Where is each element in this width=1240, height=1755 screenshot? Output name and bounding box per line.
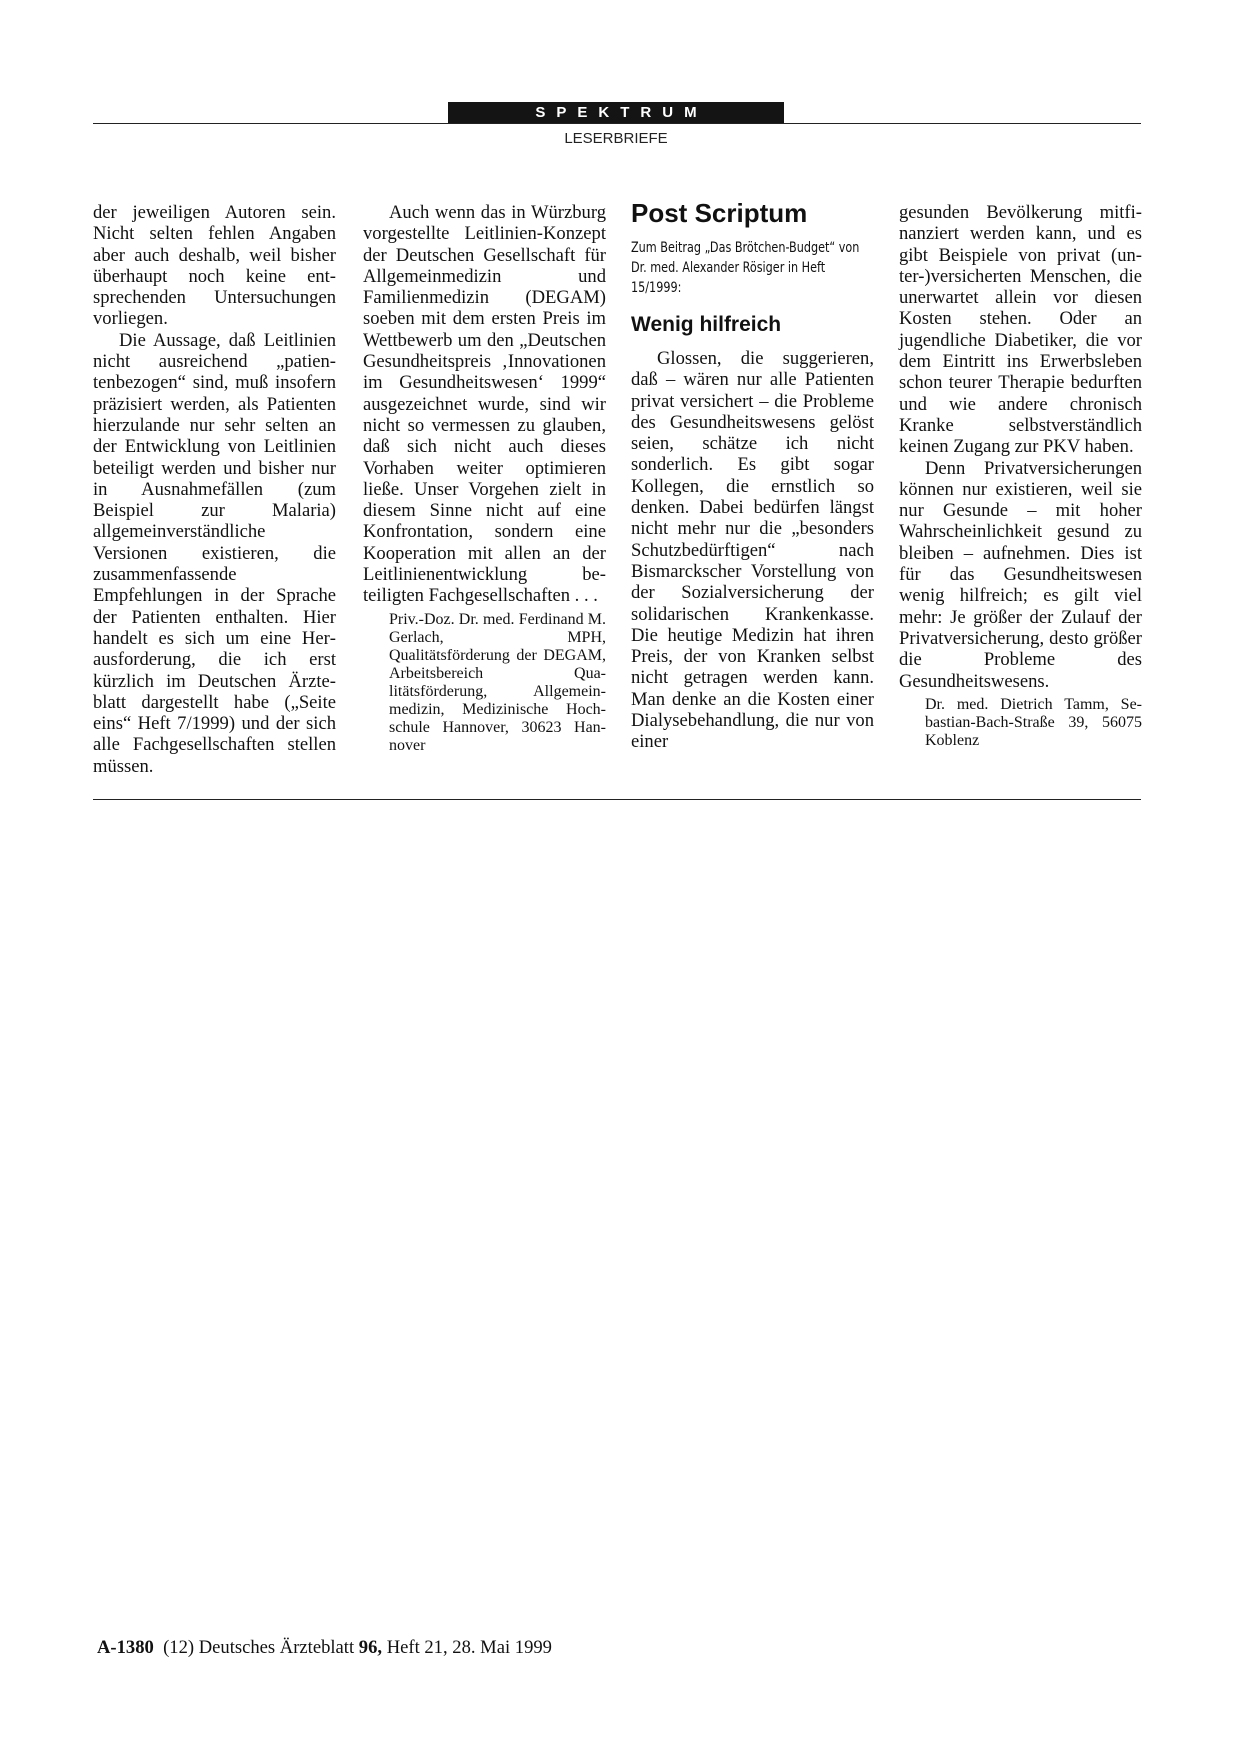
column-3 bbox=[631, 198, 874, 753]
letter-signature: Priv.-Doz. Dr. med. Ferdinand M. Gerlach, MPH, Qualitätsförderung der DEGAM, Arbeitsbereich Qualitätsförderung, Allgemeinmedizin, Medizinische Hochschule Hannover, 30623 Hannover bbox=[389, 610, 606, 754]
column-4 bbox=[899, 202, 1142, 750]
page-footer bbox=[97, 1637, 552, 1659]
paragraph: Glossen, die suggerieren, daß – wären nur alle Patienten privat versichert – die Probleme des Gesundheitswesens gelöst seien, schätze ich nicht sonderlich. Es gibt sogar Kollegen, die ernstlich so denken. Dabei bedürfen längst nicht mehr nur die „besonders Schutzbedürftigen“ nach Bismarckscher Vorstellung von der Sozialversicherung der solidarischen Krankenkasse. Die heutige Medizin hat ihren Preis, der von Kranken selbst nicht getragen werden kann. Man denke an die Kosten einer Dialysebehandlung, die nur von einer bbox=[631, 348, 874, 753]
page-number: A-1380 bbox=[97, 1637, 154, 1658]
paragraph: Denn Privatversicherungen können nur existieren, weil sie nur Gesunde – mit hoher Wahrscheinlichkeit gesund zu bleiben – aufnehmen. Dies ist für das Gesundheitswesen wenig hilfreich; es gilt viel mehr: Je größer der Zulauf der Privatversicherung, desto größer die Probleme des Gesundheitswesens. bbox=[899, 457, 1142, 692]
paragraph: gesunden Bevölkerung mitfinanziert werden kann, und es gibt Beispiele von privat (unter-)versicherten Menschen, die unerwartet allein vor diesen Kosten stehen. Oder an jugendliche Diabetiker, die vor dem Eintritt ins Erwerbsleben schon teurer Therapie bedurften und wie andere chronisch Kranke selbstverständlich keinen Zugang zur PKV haben. bbox=[899, 202, 1142, 458]
letter-signature: Dr. med. Dietrich Tamm, Sebastian-Bach-Straße 39, 56075 Koblenz bbox=[925, 695, 1142, 749]
issue-date: Heft 21, 28. Mai 1999 bbox=[386, 1637, 552, 1658]
column-1 bbox=[93, 202, 336, 777]
column-2 bbox=[363, 202, 606, 755]
paragraph: Auch wenn das in Würzburg vorgestellte Leitlinien-Konzept der Deutschen Gesellschaft für Allgemeinmedizin und Familienmedizin (DEGAM) soeben mit dem ersten Preis im Wettbewerb um den „Deutschen Gesundheitspreis ‚Innovationen im Gesundheitswesen‘ 1999“ ausgezeichnet wurde, sind wir nicht so vermessen zu glauben, daß sich nicht auch dieses Vorhaben weiter optimieren ließe. Unser Vorgehen zielt in diesem Sinne nicht auf eine Konfrontation, sondern eine Kooperation mit allen an der Leitlinienentwicklung beteiligten Fachgesellschaften . . . bbox=[363, 202, 606, 607]
paragraph: der jeweiligen Autoren sein. Nicht selten fehlen Angaben aber auch deshalb, weil bisher überhaupt noch keine entsprechenden Untersuchungen vorliegen. bbox=[93, 202, 336, 330]
article-intro: Zum Beitrag „Das Brötchen-Budget“ von Dr. med. Alexander Rösiger in Heft 15/1999: bbox=[631, 240, 860, 296]
section-banner: SPEKTRUM bbox=[448, 102, 784, 124]
journal-name: (12) Deutsches Ärzteblatt bbox=[163, 1637, 355, 1658]
bottom-rule bbox=[93, 799, 1141, 800]
header-rule bbox=[93, 123, 1141, 124]
letter-heading: Wenig hilfreich bbox=[631, 313, 782, 336]
paragraph: Die Aussage, daß Leitlinien nicht ausreichend „patientenbezogen“ sind, muß insofern präzisiert werden, als Patienten hierzulande nur sehr selten an der Entwicklung von Leitlinien beteiligt werden und bisher nur in Ausnahmefällen (zum Beispiel zur Malaria) allgemeinverständliche Versionen existieren, die zusammenfassende Empfehlungen in der Sprache der Patienten enthalten. Hier handelt es sich um eine Herausforderung, die ich erst kürzlich im Deutschen Ärzteblatt dargestellt habe („Seite eins“ Heft 7/1999) und der sich alle Fachgesellschaften stellen müssen. bbox=[93, 329, 336, 777]
journal-volume: 96, bbox=[358, 1637, 383, 1658]
article-heading: Post Scriptum bbox=[631, 198, 808, 228]
section-label: LESERBRIEFE bbox=[564, 130, 668, 147]
